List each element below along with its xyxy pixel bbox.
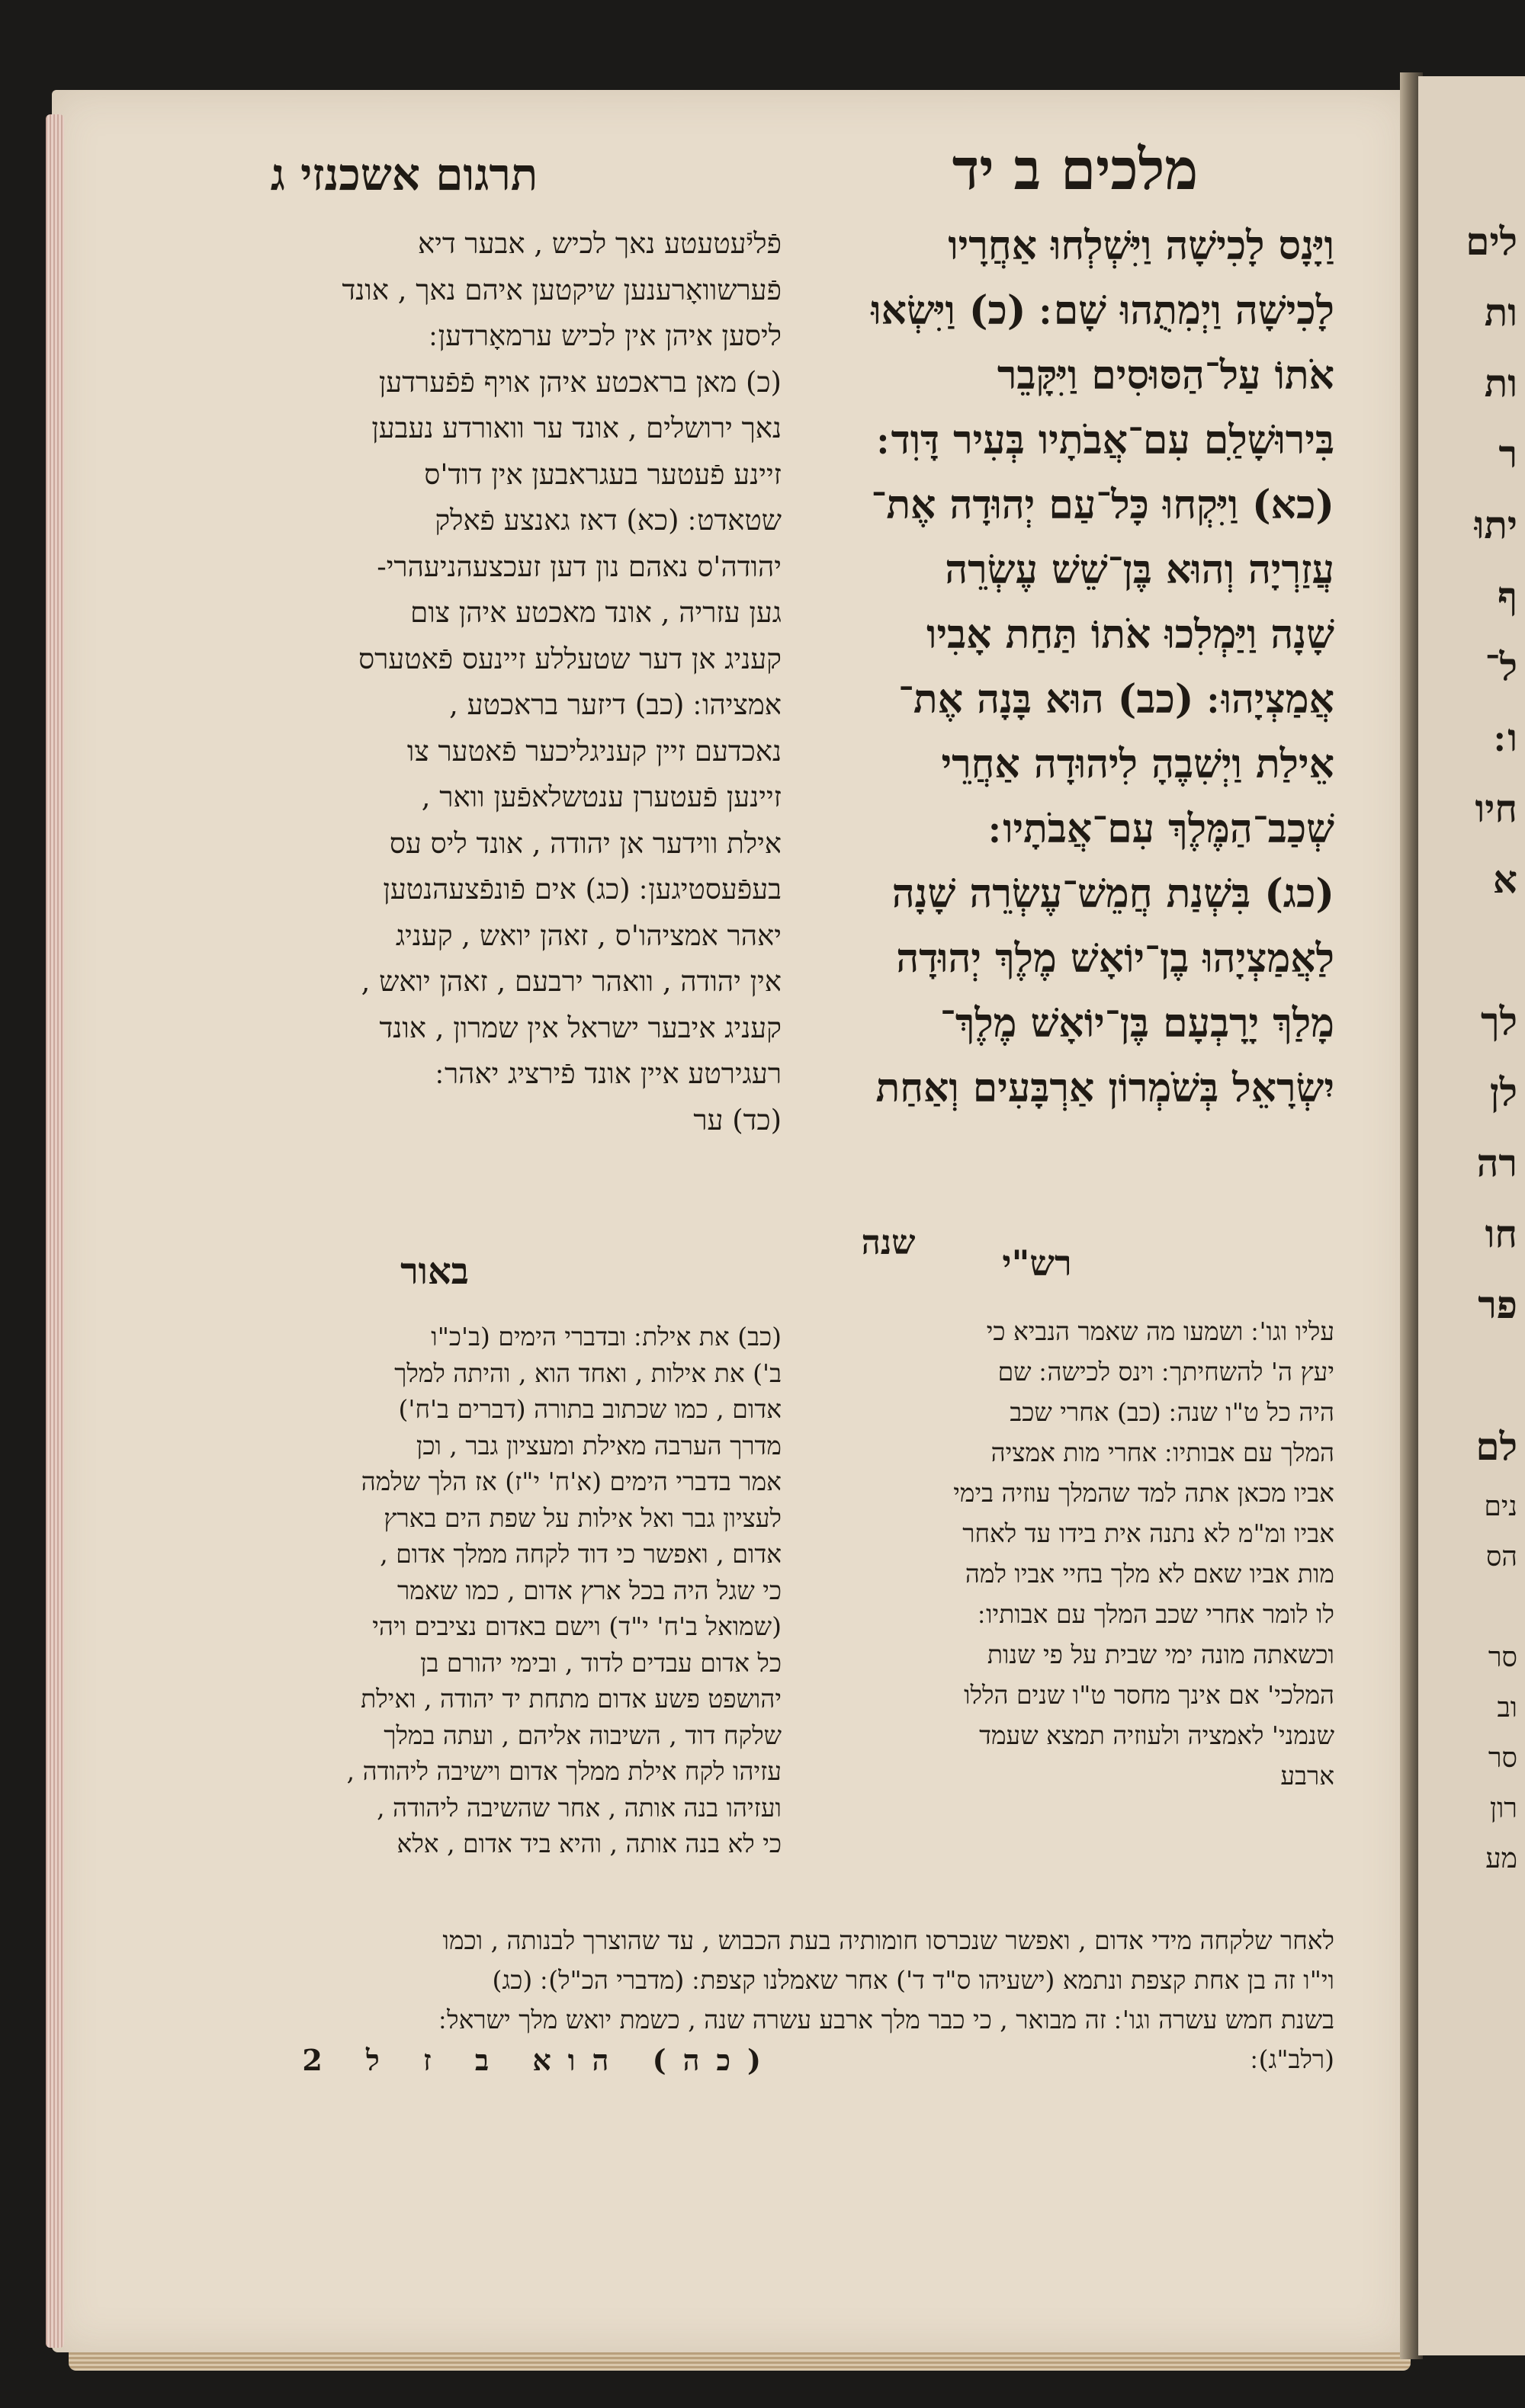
running-header-kings: מלכים ב יד xyxy=(952,137,1199,203)
scripture-line: שְׁכַב־הַמֶּלֶךְ עִם־אֲבֹתָיו ׃ xyxy=(989,806,1334,852)
rashi-line: היה כל ט"ו שנה ׃ (כב) אחרי שכב xyxy=(1010,1397,1334,1427)
scripture-line: וַיָּנָס לָכִישָׁה וַיִּשְׁלְחוּ אַחֲרָיו xyxy=(948,223,1334,269)
biur-line: עזיהו לקח אילת ממלך אדום וישיבה ליהודה , xyxy=(346,1756,782,1786)
rashi-heading: רש"י xyxy=(1002,1242,1072,1284)
facing-line: א xyxy=(1492,857,1517,902)
rashi-commentary xyxy=(778,1311,1334,1796)
biur-line: לעציון גבר ואל אילות על שפת הים בארץ xyxy=(384,1502,782,1533)
scripture-line: (כג) בִּשְׁנַת חֲמֵשׁ־עֶשְׂרֵה שָׁנָה xyxy=(891,871,1334,917)
facing-line: ר xyxy=(1498,431,1517,476)
translation-line: אמציהו ׃ (כב) דיזער בראכטע , xyxy=(449,688,782,721)
rashi-line: וכשאתה מונה ימי שבית על פי שנות xyxy=(987,1640,1334,1669)
facing-line: חיו xyxy=(1475,786,1517,831)
facing-line: לם xyxy=(1475,1424,1517,1469)
translation-line: שטאדט ׃ (כא) דאז גאנצע פֿאלק xyxy=(435,504,782,537)
rashi-line: אביו מכאן אתה למד שהמלך עוזיה בימי xyxy=(953,1478,1334,1508)
facing-page-text xyxy=(1434,206,1517,1884)
translation-line: יהודה'ס נאהם נון דען זעכצעהניעהרי- xyxy=(377,550,782,583)
biur-line: אדום , כמו שכתוב בתורה (דברים ב'ח') xyxy=(398,1394,782,1424)
translation-line: (כ) מאן בראכטע איהן אויף פֿפֿערדען xyxy=(378,365,782,399)
facing-small-line: רון xyxy=(1489,1793,1517,1824)
rashi-line: המלך עם אבותיו ׃ אחרי מות אמציה xyxy=(990,1438,1334,1467)
translation-line: קעניג איבער ישראל אין שמרון , אונד xyxy=(379,1011,782,1044)
facing-line: ות xyxy=(1484,361,1517,406)
rashi-line: ארבע xyxy=(1280,1761,1334,1791)
facing-line: ו ׃ xyxy=(1494,715,1517,760)
facing-line: חו xyxy=(1485,1211,1517,1256)
scripture-line: מָלַךְ יָרָבְעָם בֶּן־יוֹאָשׁ מֶלֶךְ־ xyxy=(939,1000,1334,1047)
facing-small-line: סר xyxy=(1488,1743,1517,1774)
rashi-line: שנמני' לאמציה ולעוזיה תמצא שעמד xyxy=(979,1720,1334,1750)
catchword-shana: שנה xyxy=(861,1223,916,1262)
biur-commentary xyxy=(149,1319,782,1862)
biur-line: אדום , ואפשר כי דוד לקחה ממלך אדום , xyxy=(380,1539,782,1569)
translation-line: זיינען פֿעטערן ענטשלאפֿען וואר , xyxy=(421,781,782,813)
german-translation-column xyxy=(156,221,782,1143)
rashi-line: מות אביו שאם לא מלך בחיי אביו למה xyxy=(965,1559,1334,1589)
facing-small-line: הס xyxy=(1485,1541,1517,1573)
biur-line: (שמואל ב'ח' י"ד) וישם באדום נציבים ויהי xyxy=(372,1611,782,1641)
bottom-line: וי"ו זה בן אחת קצפת ונתמא (ישעיהו ס"ד ד') אחר שאמלנו קצפת ׃ (מדברי הכ"ל) ׃ (כג) xyxy=(492,1965,1334,1995)
biur-line: כי שגל היה בכל ארץ אדום , כמו שאמר xyxy=(397,1575,782,1605)
scripture-line: (כא) וַיִּקְחוּ כָּל־עַם יְהוּדָה אֶת־ xyxy=(871,482,1334,528)
facing-line: לים xyxy=(1466,219,1517,264)
translation-line: יאהר אמציהו'ס , זאהן יואש , קעניג xyxy=(395,919,782,952)
biur-line: (כב) את אילת ׃ ובדברי הימים (ב'כ"ו xyxy=(431,1322,782,1351)
facing-line: ות xyxy=(1484,290,1517,335)
biur-line: כי לא בנה אותה , והיא ביד אדום , אלא xyxy=(396,1829,782,1858)
translation-line: אילת ווידער אן יהודה , אונד ליס עס xyxy=(389,826,782,860)
running-header-targum: תרגום אשכנזי ג xyxy=(270,149,538,200)
signature-catchword: (כה) הוא ב ז ל 2 xyxy=(302,2043,778,2077)
scripture-line: עֲזַרְיָה וְהוּא בֶּן־שֵׁשׁ עֶשְׂרֵה xyxy=(945,547,1334,593)
bottom-line: לאחר שלקחה מידי אדום , ואפשר שנכרסו חומותיה בעת הכבוש , עד שהוצרך לבנותה , וכמו xyxy=(442,1925,1334,1955)
rashi-line: יעץ ה' להשחיתך ׃ וינס לכישה ׃ שם xyxy=(997,1357,1334,1387)
bottom-line: (רלב"ג) ׃ xyxy=(1250,2044,1334,2074)
facing-line xyxy=(1434,915,1517,986)
facing-small-line: מע xyxy=(1485,1843,1517,1874)
translation-line: (כד) ער xyxy=(693,1103,782,1137)
scripture-line: יִשְׂרָאֵל בְּשֹׁמְרוֹן אַרְבָּעִים וְאַחַת xyxy=(875,1065,1334,1111)
rashi-line: לו לומר אחרי שכב המלך עם אבותיו ׃ xyxy=(978,1599,1334,1629)
scripture-line: לָכִישָׁה וַיְמִתֻהוּ שָׁם ׃ (כ) וַיִּשְׂאוּ xyxy=(871,287,1334,334)
rashi-line: עליו וגו' ׃ ושמעו מה שאמר הנביא כי xyxy=(986,1316,1334,1346)
facing-line: ל־ xyxy=(1485,644,1517,689)
biur-line: שלקח דוד , השיבוה אליהם , ועתה במלך xyxy=(384,1720,782,1750)
translation-line: קעניג אן דער שטעללע זיינעס פֿאטערס xyxy=(358,642,782,675)
facing-small-line: וב xyxy=(1497,1692,1517,1723)
biur-line: מדרך הערבה מאילת ומעציון גבר , וכן xyxy=(416,1430,782,1461)
translation-line: זיינע פֿעטער בעגראבען אין דוד'ס xyxy=(424,457,782,491)
facing-line xyxy=(1434,1340,1517,1411)
translation-line: גען עזריה , אונד מאכטע איהן צום xyxy=(410,596,782,629)
translation-line: נאכדעם זיין קעניגליכער פֿאטער צו xyxy=(406,734,782,768)
facing-line: ף xyxy=(1498,573,1517,618)
translation-line: ליסען איהן אין לכיש ערמאָרדען ׃ xyxy=(429,319,782,352)
biur-line: יהושפט פשע אדום מתחת יד יהודה , ואילת xyxy=(361,1684,782,1714)
translation-line: נאך ירושלים , אונד ער וואורדע נעבען xyxy=(371,412,782,444)
translation-line: בעפֿעסטיגען ׃ (כג) אים פֿונפֿצעהנטען xyxy=(383,873,782,906)
scripture-line: אֵילַת וַיְשִׁבֶהָ לִיהוּדָה אַחֲרֵי xyxy=(941,741,1334,787)
biur-line: כל אדום עבדים לדוד , ובימי יהורם בן xyxy=(420,1647,782,1678)
page-edge-stack xyxy=(46,114,64,2348)
facing-line: רה xyxy=(1476,1140,1517,1185)
scripture-line: בִּירוּשָׁלַ‍ִם עִם־אֲבֹתָיו בְּעִיר דָּוִד ׃ xyxy=(877,417,1334,463)
rashi-line: אביו ומ"מ לא נתנה אית בידו עד לאחר xyxy=(962,1518,1334,1548)
translation-line: רעגירטע איין אונד פֿירציג יאהר ׃ xyxy=(435,1057,782,1090)
rashi-line: המלכי' אם אינך מחסר ט"ו שנים הללו xyxy=(964,1680,1334,1710)
scripture-line: שָׁנָה וַיַּמְלִכוּ אֹתוֹ תַּחַת אָבִיו xyxy=(926,611,1334,658)
biur-heading: באור xyxy=(400,1250,469,1293)
facing-small-line: נים xyxy=(1484,1491,1517,1522)
scripture-line: לַאֲמַצְיָהוּ בֶן־יוֹאָשׁ מֶלֶךְ יְהוּדָה xyxy=(896,935,1334,982)
translation-line: פֿערשוואָרענען שיקטען איהם נאך , אונד xyxy=(342,273,782,306)
translation-line: פֿליֿעטעטע נאך לכיש , אבער דיא xyxy=(417,227,782,260)
scripture-line: אֲמַצְיָהוּ ׃ (כב) הוּא בָּנָה אֶת־ xyxy=(898,676,1334,723)
scripture-text-column xyxy=(778,213,1334,1121)
bottom-line: בשנת חמש עשרה וגו' ׃ זה מבואר , כי כבר מלך ארבע עשרה שנה , כשמת יואש מלך ישראל ׃ xyxy=(438,2005,1334,2034)
biur-line: ועזיהו בנה אותה , אחר שהשיבה ליהודה , xyxy=(377,1792,782,1823)
facing-line: יתוּ xyxy=(1474,502,1517,547)
translation-line: אין יהודה , וואהר ירבעם , זאהן יואש , xyxy=(361,965,782,998)
biur-line: ב') את אילות , ואחד הוא , והיתה למלך xyxy=(394,1358,782,1388)
facing-small-line: סר xyxy=(1488,1642,1517,1673)
facing-line: פר xyxy=(1478,1282,1517,1327)
facing-line: לן xyxy=(1489,1069,1517,1114)
facing-small-line xyxy=(1434,1582,1517,1633)
scripture-line: אֹתוֹ עַל־הַסּוּסִים וַיִּקָּבֵר xyxy=(997,352,1334,399)
biur-line: אמר בדברי הימים (א'ח' י"ז) אז הלך שלמה xyxy=(361,1467,782,1496)
facing-line: לך xyxy=(1481,999,1517,1044)
